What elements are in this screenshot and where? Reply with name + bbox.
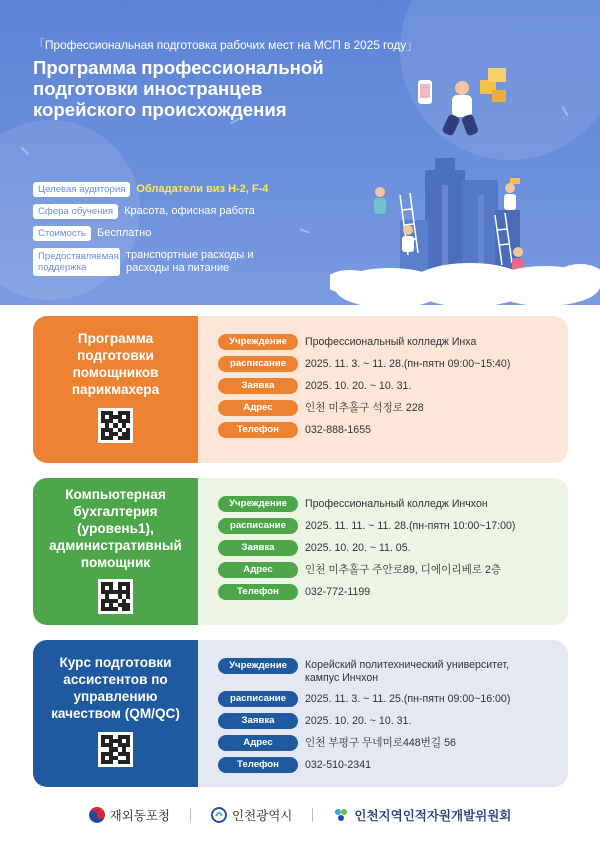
label-address: Адрес: [218, 400, 298, 416]
detail-row-phone: [218, 584, 568, 600]
program-details: [198, 478, 568, 625]
label-institution: Учреждение: [218, 658, 298, 674]
value-phone[interactable]: 032-772-1199: [305, 586, 371, 598]
value-institution: Профессиональный колледж Инчхон: [305, 498, 488, 510]
tag-value: транспортные расходы и расходы на питание: [126, 249, 254, 274]
tag-row-cost: [33, 226, 268, 241]
program-header: [33, 640, 198, 787]
tag-label: Стоимость: [33, 226, 91, 241]
program-title: Компьютерная бухгалтерия (уровень1), административный помощник: [49, 487, 182, 570]
program-card-quality: [33, 640, 568, 787]
label-schedule: расписание: [218, 518, 298, 534]
detail-row-schedule: [218, 518, 568, 534]
detail-row-address: [218, 562, 568, 578]
label-application: Заявка: [218, 378, 298, 394]
divider: [190, 808, 191, 822]
value-schedule: 2025. 11. 11. ~ 11. 28.(пн-пятн 10:00~17:00): [305, 520, 516, 532]
detail-row-phone: [218, 757, 568, 773]
value-institution: Профессиональный колледж Инха: [305, 336, 477, 348]
value-application: 2025. 10. 20. ~ 10. 31.: [305, 380, 412, 392]
detail-row-institution: [218, 334, 568, 350]
tag-row-audience: [33, 182, 268, 197]
label-phone: Телефон: [218, 584, 298, 600]
detail-row-institution: [218, 658, 568, 685]
hero-subtitle: 「Профессиональная подготовка рабочих мест на МСП в 2025 году」: [33, 38, 419, 52]
info-tags: [33, 182, 268, 283]
value-application: 2025. 10. 20. ~ 10. 31.: [305, 715, 412, 727]
tag-label: Сфера обучения: [33, 204, 118, 219]
detail-row-address: [218, 735, 568, 751]
tag-value: Красота, офисная работа: [124, 205, 255, 217]
logo-hrd-committee: [333, 806, 511, 824]
label-address: Адрес: [218, 735, 298, 751]
logo-text: 인천광역시: [232, 809, 293, 823]
program-details: [198, 316, 568, 463]
decor-dash: [300, 228, 310, 233]
footer-logos: [0, 803, 600, 827]
page-title: Программа профессиональной подготовки иностранцев корейского происхождения: [33, 57, 324, 120]
program-header: [33, 316, 198, 463]
tag-row-support: [33, 248, 268, 276]
value-schedule: 2025. 11. 3. ~ 11. 25.(пн-пятн 09:00~16:00): [305, 693, 511, 705]
detail-row-institution: [218, 496, 568, 512]
program-details: [198, 640, 568, 787]
committee-symbol-icon: [333, 807, 349, 823]
hero-illustration: [330, 60, 600, 300]
detail-row-application: [218, 713, 568, 729]
logo-incheon-city: [211, 806, 292, 824]
program-title: Курс подготовки ассистентов по управлению качеством (QM/QC): [51, 655, 180, 721]
value-address: 인천 미추홀구 석정로 228: [305, 402, 424, 414]
label-phone: Телефон: [218, 422, 298, 438]
logo-text: 재외동포청: [109, 809, 170, 823]
value-phone[interactable]: 032-888-1655: [305, 424, 371, 436]
detail-row-schedule: [218, 356, 568, 372]
program-card-accounting: [33, 478, 568, 625]
taegeuk-icon: [89, 807, 105, 823]
tag-value: Обладатели виз H-2, F-4: [136, 183, 269, 195]
value-schedule: 2025. 11. 3. ~ 11. 28.(пн-пятн 09:00~15:40): [305, 358, 511, 370]
detail-row-schedule: [218, 691, 568, 707]
value-institution: Корейский политехнический университет, кампус Инчхон: [305, 659, 510, 684]
tag-label: Целевая аудитория: [33, 182, 130, 197]
label-institution: Учреждение: [218, 334, 298, 350]
value-phone[interactable]: 032-510-2341: [305, 759, 371, 771]
qr-code-icon[interactable]: [98, 579, 133, 614]
logo-overseas-koreans-agency: [89, 806, 170, 824]
program-title: Программа подготовки помощников парикмахера: [71, 331, 160, 397]
tag-value: Бесплатно: [97, 227, 152, 239]
label-address: Адрес: [218, 562, 298, 578]
hero-banner: [0, 0, 600, 305]
program-header: [33, 478, 198, 625]
label-phone: Телефон: [218, 757, 298, 773]
qr-code-icon[interactable]: [98, 408, 133, 443]
tag-label: Предоставляемая поддержка: [33, 248, 120, 276]
career-illustration-icon: [330, 60, 600, 305]
detail-row-application: [218, 540, 568, 556]
value-application: 2025. 10. 20. ~ 11. 05.: [305, 542, 411, 554]
detail-row-address: [218, 400, 568, 416]
detail-row-phone: [218, 422, 568, 438]
value-address: 인천 미추홀구 주안로89, 디에이리베로 2층: [305, 564, 502, 576]
label-application: Заявка: [218, 540, 298, 556]
divider: [312, 808, 313, 822]
detail-row-application: [218, 378, 568, 394]
label-schedule: расписание: [218, 356, 298, 372]
label-schedule: расписание: [218, 691, 298, 707]
qr-code-icon[interactable]: [98, 732, 133, 767]
label-application: Заявка: [218, 713, 298, 729]
value-address: 인천 부평구 무네미로448번길 56: [305, 737, 456, 749]
label-institution: Учреждение: [218, 496, 298, 512]
tag-row-field: [33, 204, 268, 219]
program-card-hairdresser: [33, 316, 568, 463]
incheon-symbol-icon: [211, 807, 227, 823]
logo-text: 인천지역인적자원개발위원회: [354, 809, 512, 823]
